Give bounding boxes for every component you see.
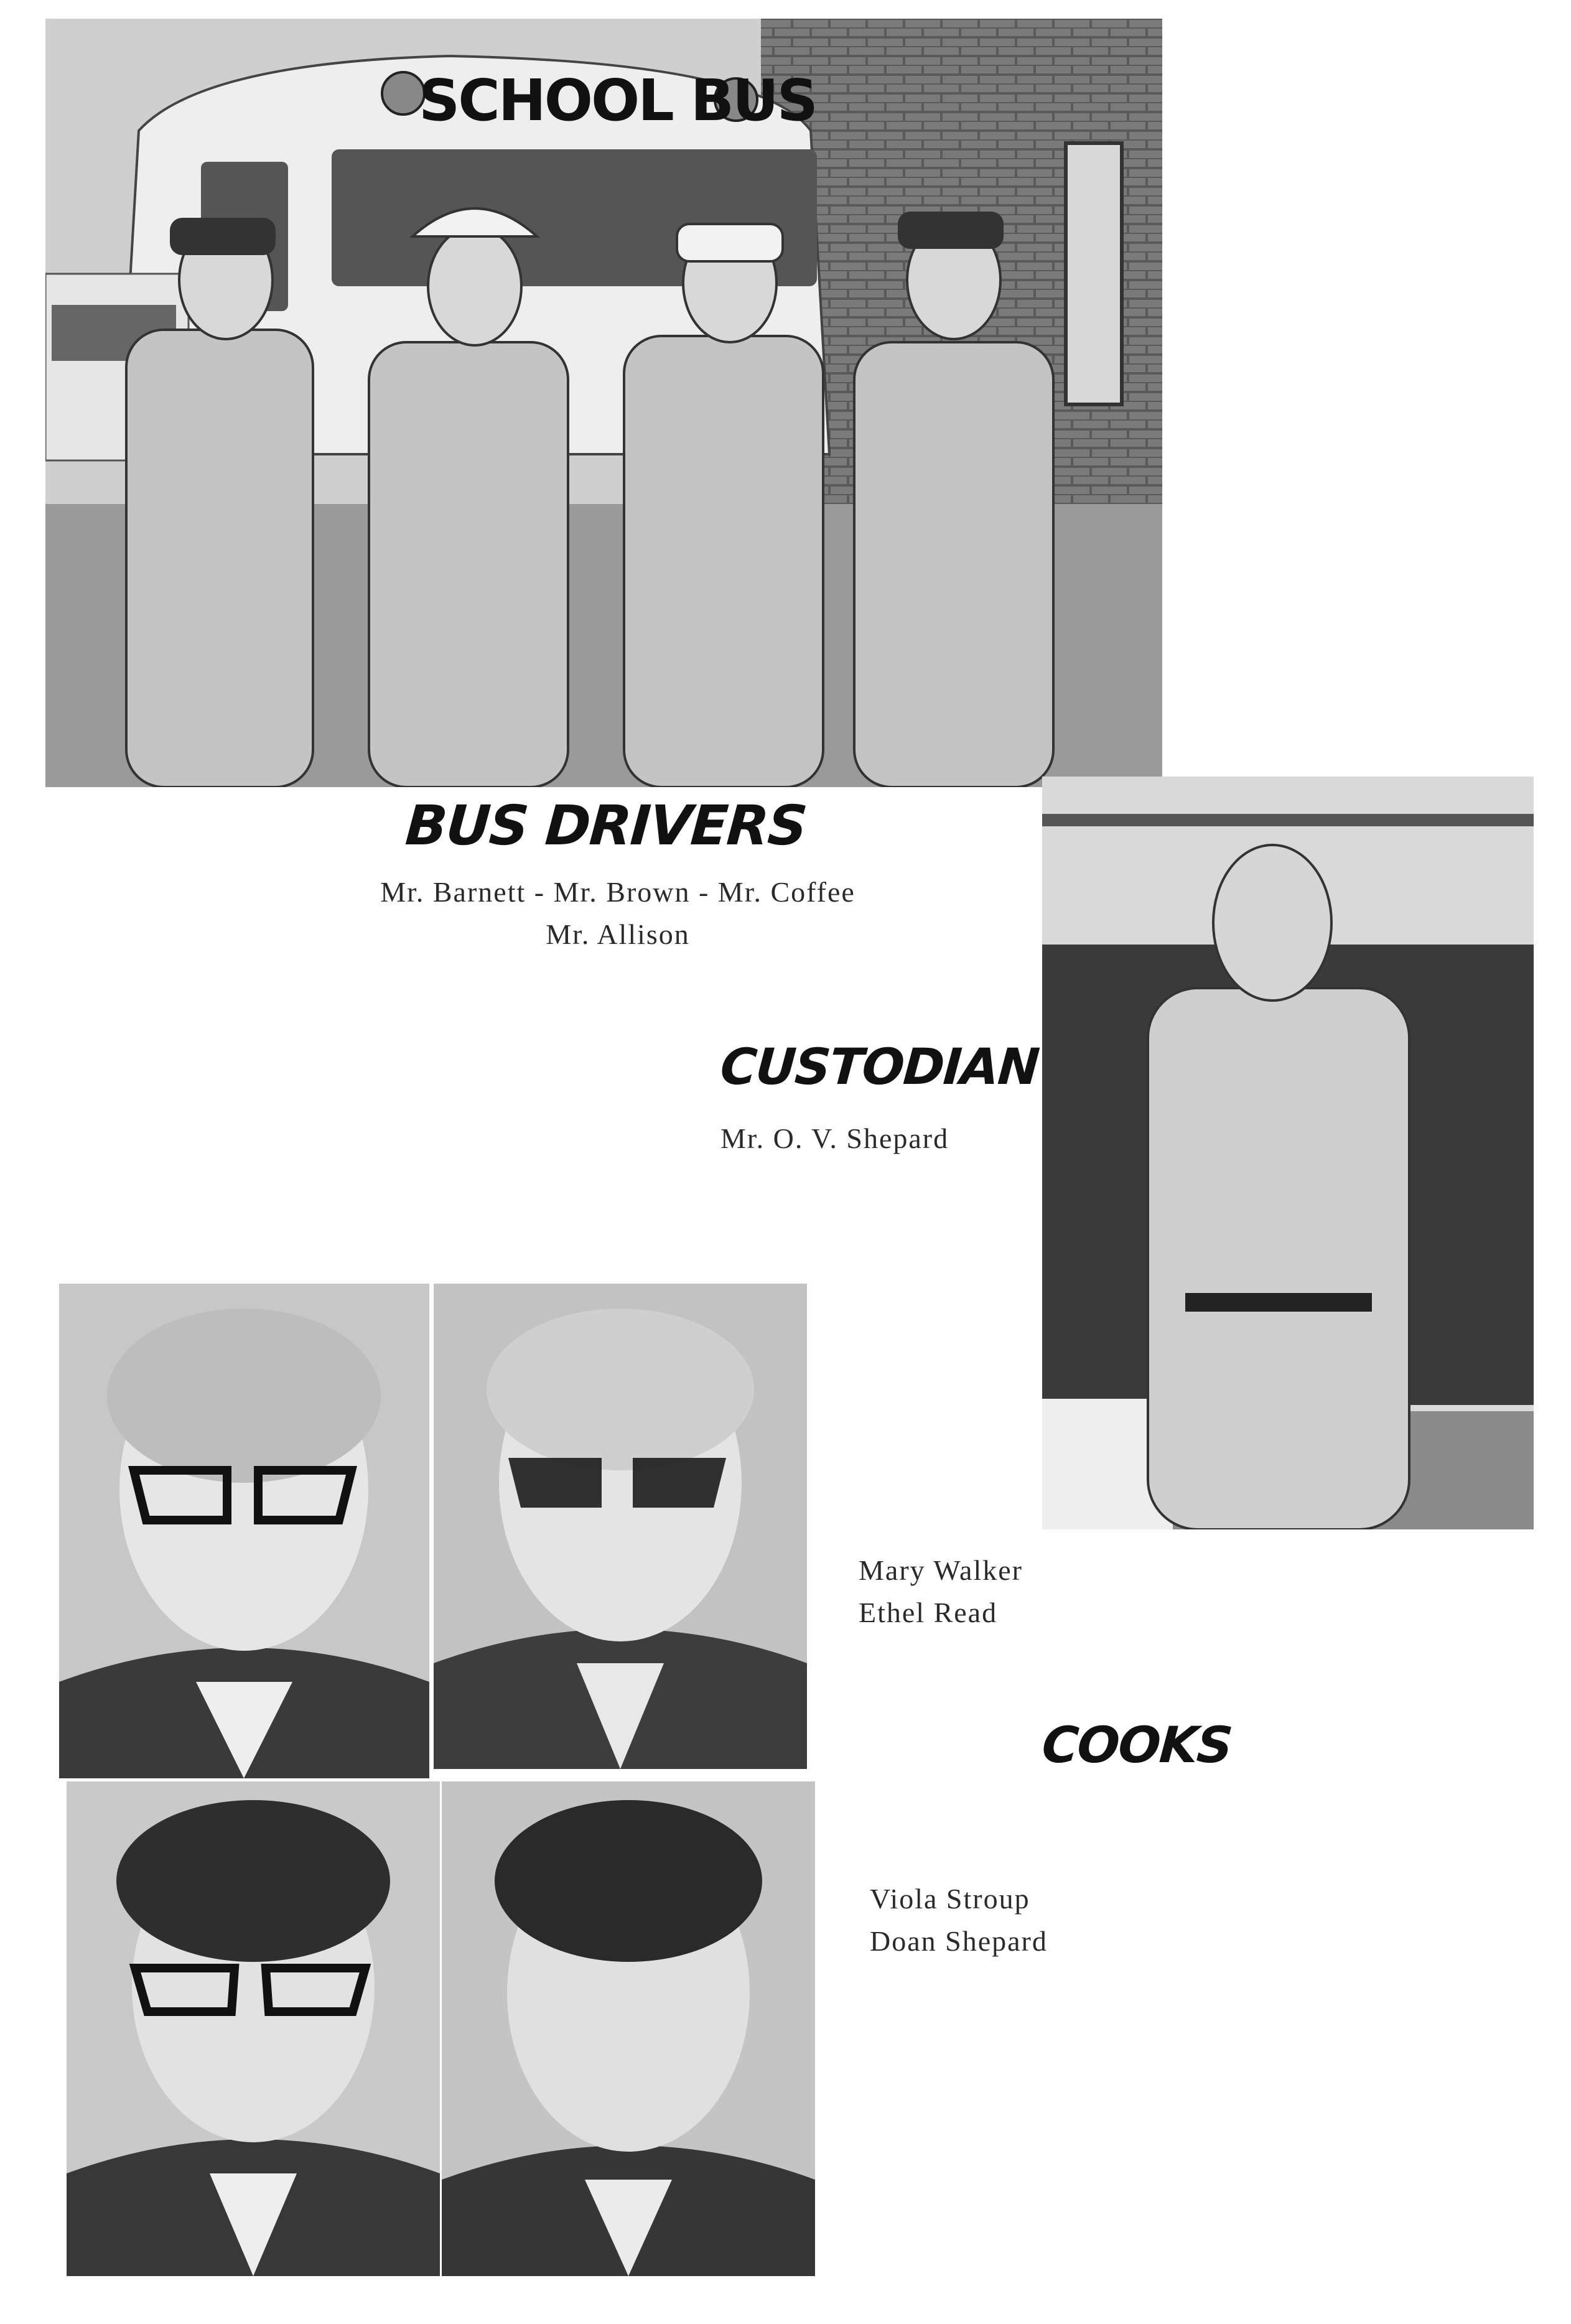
cook-photo-mary-walker [59, 1284, 429, 1778]
bus-sign: SCHOOL BUS [419, 67, 816, 134]
custodian-photo [1042, 777, 1534, 1529]
cook-name-doan-shepard: Doan Shepard [870, 1925, 1048, 1957]
cook-photo-doan-shepard [442, 1781, 815, 2276]
bus-drivers-names [319, 871, 916, 956]
bus-drivers-photo [45, 19, 1162, 787]
bus-drivers-heading: BUS DRIVERS [403, 793, 809, 857]
bus-drivers-names-line1: Mr. Barnett - Mr. Brown - Mr. Coffee [380, 876, 855, 908]
bus-drivers-names-line2: Mr. Allison [546, 918, 690, 950]
cook-name-ethel-read: Ethel Read [859, 1597, 998, 1628]
cooks-names-group1 [859, 1549, 1023, 1634]
cook-name-mary-walker: Mary Walker [859, 1554, 1023, 1586]
cook-photo-viola-stroup [67, 1781, 440, 2276]
custodian-heading: CUSTODIAN [718, 1038, 1041, 1096]
cook-name-viola-stroup: Viola Stroup [870, 1883, 1030, 1915]
custodian-name: Mr. O. V. Shepard [720, 1122, 949, 1154]
cooks-heading: COOKS [1040, 1716, 1234, 1774]
cook-photo-ethel-read [434, 1284, 807, 1769]
cooks-names-group2 [870, 1878, 1048, 1962]
